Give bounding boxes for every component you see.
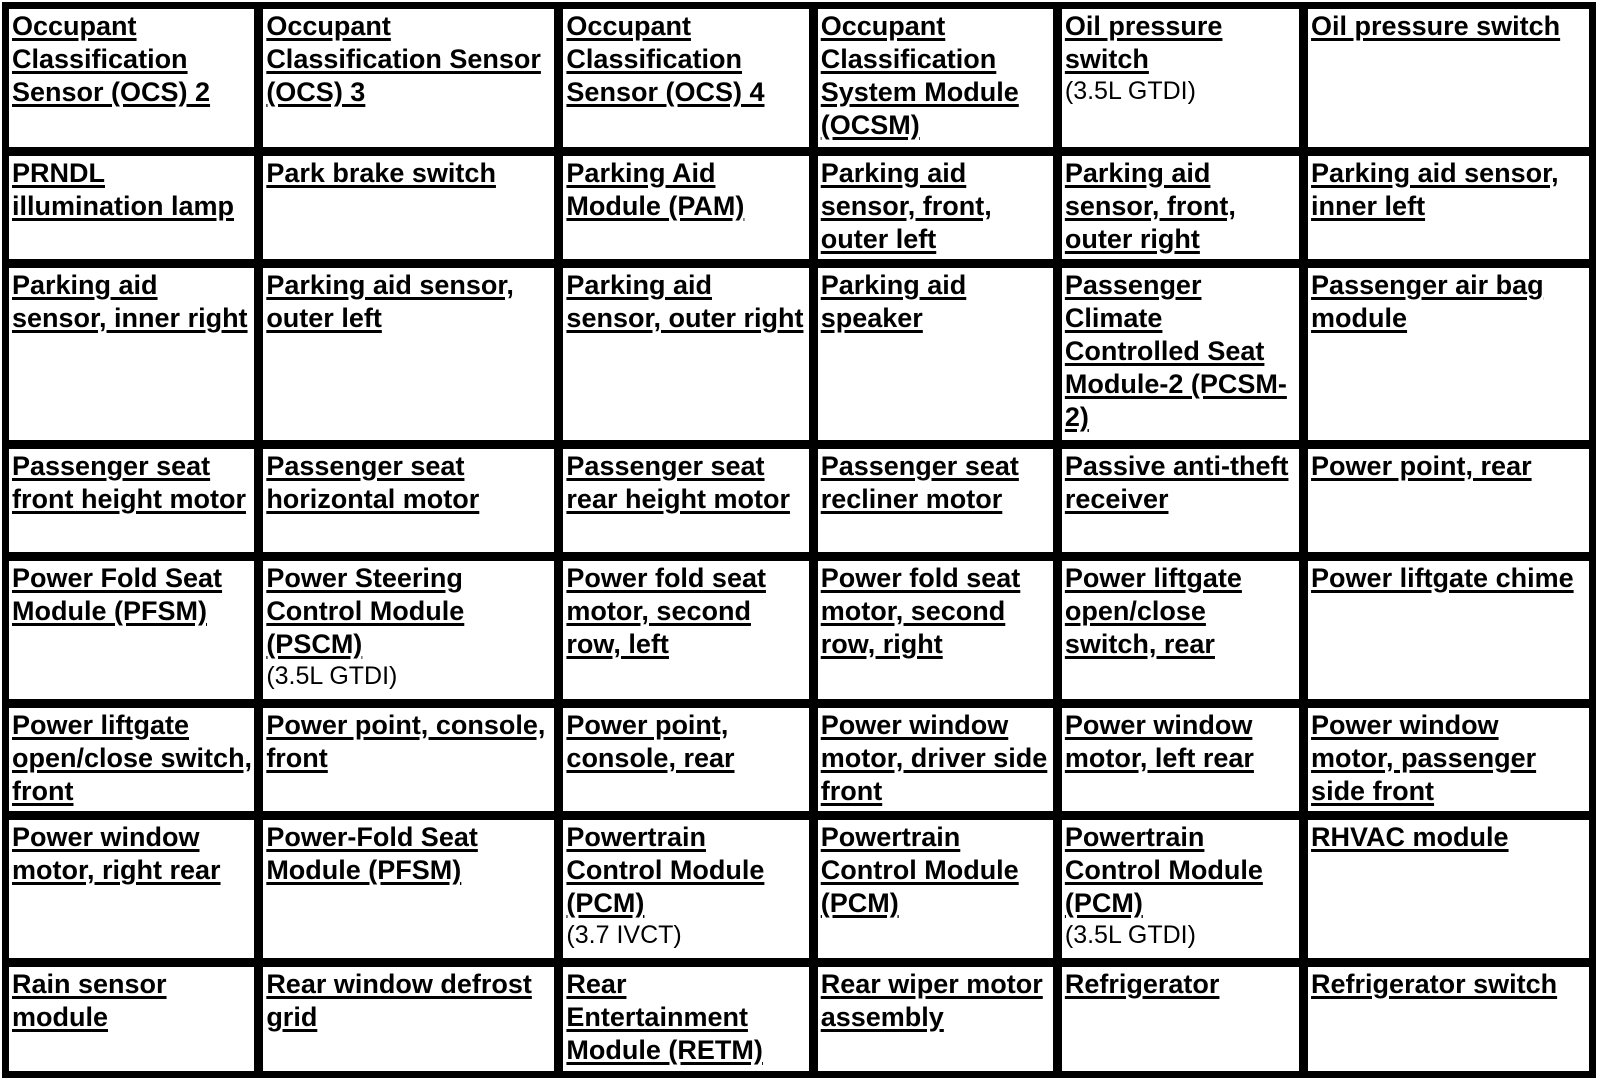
table-cell bbox=[1060, 447, 1301, 554]
component-link[interactable]: Powertrain Control Module (PCM) bbox=[820, 822, 1019, 919]
component-link[interactable]: Power window motor, passenger side front bbox=[1311, 709, 1537, 806]
component-link[interactable]: Parking aid sensor, front, outer left bbox=[820, 157, 992, 254]
component-index-body bbox=[7, 7, 1591, 1073]
table-cell bbox=[816, 154, 1055, 262]
component-link[interactable]: Power point, console, rear bbox=[566, 709, 735, 773]
table-cell bbox=[816, 818, 1055, 960]
table-cell bbox=[7, 154, 256, 262]
table-cell bbox=[816, 559, 1055, 701]
component-link[interactable]: Oil pressure switch bbox=[1311, 11, 1561, 41]
table-cell bbox=[1060, 7, 1301, 149]
component-link[interactable]: Power liftgate chime bbox=[1311, 563, 1574, 594]
table-row bbox=[7, 818, 1591, 960]
component-link[interactable]: Passenger seat recliner motor bbox=[820, 451, 1019, 515]
component-link[interactable]: Occupant Classification Sensor (OCS) 2 bbox=[12, 11, 211, 107]
table-cell bbox=[1306, 559, 1591, 701]
table-cell bbox=[261, 7, 556, 149]
table-cell bbox=[1306, 7, 1591, 149]
component-link[interactable]: Occupant Classification Sensor (OCS) 3 bbox=[266, 11, 541, 107]
component-link[interactable]: Refrigerator bbox=[1064, 969, 1220, 1000]
component-link[interactable]: Parking aid sensor, inner right bbox=[12, 270, 248, 334]
table-cell bbox=[7, 266, 256, 442]
table-cell bbox=[561, 266, 810, 442]
engine-variant-note: (3.5L GTDI) bbox=[1064, 921, 1196, 950]
table-row bbox=[7, 266, 1591, 442]
table-cell bbox=[1306, 154, 1591, 262]
table-cell bbox=[7, 559, 256, 701]
table-cell bbox=[261, 154, 556, 262]
component-link[interactable]: Passenger seat horizontal motor bbox=[266, 451, 480, 515]
component-link[interactable]: Refrigerator switch bbox=[1311, 969, 1558, 1000]
component-link[interactable]: Parking Aid Module (PAM) bbox=[566, 157, 745, 221]
table-row bbox=[7, 447, 1591, 554]
table-cell bbox=[1060, 559, 1301, 701]
engine-variant-note: (3.5L GTDI) bbox=[266, 662, 398, 691]
component-link[interactable]: Power point, rear bbox=[1311, 451, 1532, 482]
table-cell bbox=[1060, 706, 1301, 814]
component-link[interactable]: Rear wiper motor assembly bbox=[820, 969, 1043, 1033]
component-link[interactable]: Parking aid sensor, front, outer right bbox=[1064, 157, 1236, 254]
component-link[interactable]: Parking aid sensor, outer right bbox=[566, 270, 804, 334]
table-cell bbox=[1060, 965, 1301, 1073]
table-cell bbox=[816, 266, 1055, 442]
table-cell bbox=[561, 559, 810, 701]
component-link[interactable]: Power fold seat motor, second row, right bbox=[820, 563, 1021, 660]
component-link[interactable]: Parking aid speaker bbox=[820, 270, 967, 334]
component-link[interactable]: Passive anti-theft receiver bbox=[1064, 451, 1289, 515]
table-cell bbox=[261, 559, 556, 701]
component-link[interactable]: Oil pressure switch bbox=[1064, 11, 1223, 74]
table-cell bbox=[1060, 154, 1301, 262]
table-row bbox=[7, 7, 1591, 149]
table-cell bbox=[1306, 818, 1591, 960]
component-link[interactable]: Power window motor, left rear bbox=[1064, 709, 1254, 773]
component-link[interactable]: RHVAC module bbox=[1311, 822, 1509, 853]
table-cell bbox=[261, 266, 556, 442]
table-cell bbox=[816, 706, 1055, 814]
component-link[interactable]: Powertrain Control Module (PCM) bbox=[1064, 822, 1263, 919]
table-cell bbox=[7, 706, 256, 814]
component-link[interactable]: PRNDL illumination lamp bbox=[12, 157, 235, 221]
table-cell bbox=[7, 7, 256, 149]
table-cell bbox=[1306, 266, 1591, 442]
table-cell bbox=[561, 7, 810, 149]
table-row bbox=[7, 559, 1591, 701]
component-link[interactable]: Power Steering Control Module (PSCM) bbox=[266, 563, 465, 660]
table-cell bbox=[7, 965, 256, 1073]
table-cell bbox=[261, 818, 556, 960]
table-cell bbox=[1306, 706, 1591, 814]
component-link[interactable]: Passenger air bag module bbox=[1311, 270, 1544, 334]
table-cell bbox=[1060, 266, 1301, 442]
component-link[interactable]: Passenger seat front height motor bbox=[12, 451, 246, 515]
component-link[interactable]: Power window motor, driver side front bbox=[820, 709, 1048, 806]
table-cell bbox=[561, 154, 810, 262]
component-link[interactable]: Occupant Classification Sensor (OCS) 4 bbox=[566, 11, 765, 107]
table-cell bbox=[561, 706, 810, 814]
component-link[interactable]: Rain sensor module bbox=[12, 969, 167, 1033]
engine-variant-note: (3.7 IVCT) bbox=[566, 921, 682, 950]
table-cell bbox=[7, 447, 256, 554]
table-cell bbox=[1306, 447, 1591, 554]
component-link[interactable]: Occupant Classification System Module (OCSM) bbox=[820, 11, 1019, 140]
table-cell bbox=[7, 818, 256, 960]
table-cell bbox=[816, 7, 1055, 149]
component-link[interactable]: Powertrain Control Module (PCM) bbox=[566, 822, 765, 919]
table-cell bbox=[561, 447, 810, 554]
table-cell bbox=[1060, 818, 1301, 960]
table-row bbox=[7, 965, 1591, 1073]
component-index-table bbox=[2, 2, 1596, 1078]
table-cell bbox=[261, 447, 556, 554]
engine-variant-note: (3.5L GTDI) bbox=[1064, 77, 1196, 105]
table-row bbox=[7, 706, 1591, 814]
component-link[interactable]: Parking aid sensor, inner left bbox=[1311, 157, 1559, 221]
table-cell bbox=[561, 965, 810, 1073]
component-link[interactable]: Power liftgate open/close switch, front bbox=[12, 709, 253, 806]
component-link[interactable]: Rear window defrost grid bbox=[266, 969, 532, 1033]
component-link[interactable]: Rear Entertainment Module (RETM) bbox=[566, 969, 763, 1066]
table-cell bbox=[561, 818, 810, 960]
component-link[interactable]: Power window motor, right rear bbox=[12, 822, 221, 886]
table-cell bbox=[1306, 965, 1591, 1073]
table-cell bbox=[816, 447, 1055, 554]
component-link[interactable]: Parking aid sensor, outer left bbox=[266, 270, 514, 334]
component-link[interactable]: Power Fold Seat Module (PFSM) bbox=[12, 563, 223, 627]
component-link[interactable]: Power-Fold Seat Module (PFSM) bbox=[266, 822, 478, 886]
table-cell bbox=[261, 706, 556, 814]
component-link[interactable]: Passenger seat rear height motor bbox=[566, 451, 790, 515]
table-cell bbox=[816, 965, 1055, 1073]
table-row bbox=[7, 154, 1591, 262]
component-link[interactable]: Power fold seat motor, second row, left bbox=[566, 563, 766, 660]
component-link[interactable]: Passenger Climate Controlled Seat Module-2 (PCSM-2) bbox=[1064, 270, 1287, 433]
component-link[interactable]: Power point, console, front bbox=[266, 709, 546, 773]
component-link[interactable]: Park brake switch bbox=[266, 157, 496, 188]
table-cell bbox=[261, 965, 556, 1073]
component-link[interactable]: Power liftgate open/close switch, rear bbox=[1064, 563, 1242, 660]
